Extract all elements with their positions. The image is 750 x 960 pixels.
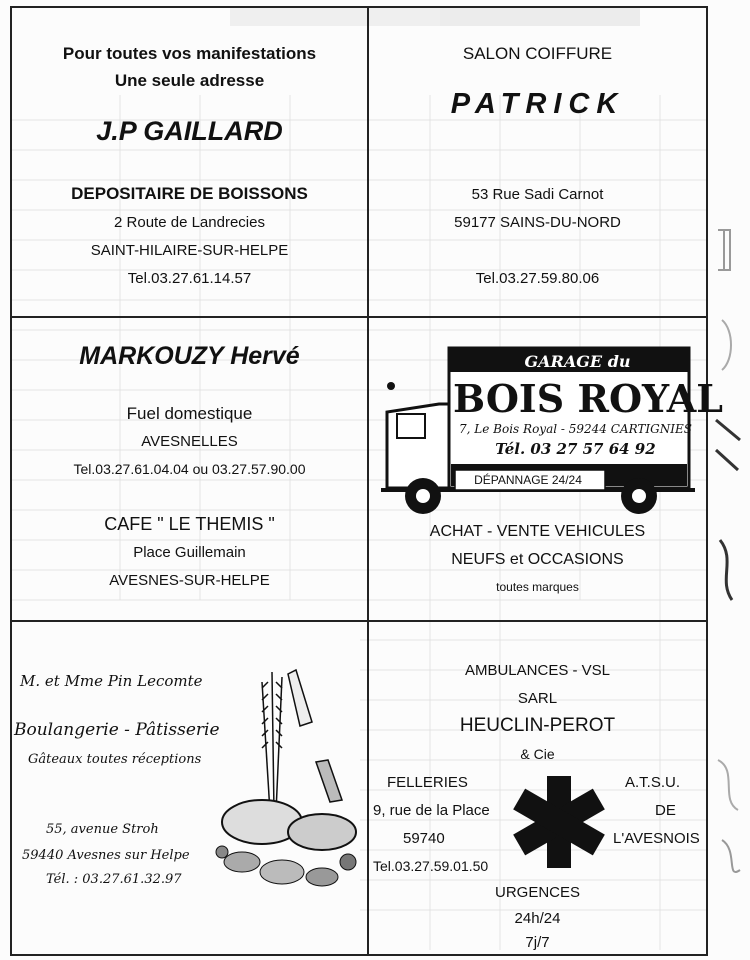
ad6-urg2: 24h/24 — [514, 910, 561, 927]
ad6-left3: 59740 — [403, 830, 445, 847]
ad3-activity: Fuel domestique — [126, 404, 253, 423]
ad6-name: HEUCLIN-PEROT — [459, 715, 616, 736]
ad6-urg1: URGENCES — [494, 884, 580, 901]
ad-markouzy — [12, 318, 367, 620]
ad-boulangerie-lecomte — [12, 622, 367, 956]
ad6-right1: A.T.S.U. — [625, 774, 681, 791]
ad3-town: AVESNELLES — [141, 433, 238, 450]
ad5-city: 59440 Avesnes sur Helpe — [22, 848, 190, 863]
ad1-line1: Pour toutes vos manifestations — [62, 44, 317, 63]
ad3-cafe-address: Place Guillemain — [133, 544, 246, 561]
ad6-right3: L'AVESNOIS — [613, 830, 700, 847]
ad-grid — [10, 6, 723, 956]
margin-scribbles — [708, 0, 750, 960]
ad6-left4: Tel.03.27.59.01.50 — [373, 858, 489, 874]
ad6-left2: 9, rue de la Place — [373, 802, 490, 819]
ad3-name: MARKOUZY Hervé — [79, 342, 300, 370]
ad1-activity: DEPOSITAIRE DE BOISSONS — [71, 184, 308, 203]
ad2-name: PATRICK — [450, 88, 625, 120]
ad-gaillard — [12, 8, 367, 316]
ad1-line2: Une seule adresse — [114, 71, 265, 90]
ad1-city: SAINT-HILAIRE-SUR-HELPE — [90, 242, 289, 259]
ad5-address: 55, avenue Stroh — [46, 822, 159, 837]
ad3-cafe-city: AVESNES-SUR-HELPE — [109, 572, 270, 589]
ad5-phone: Tél. : 03.27.61.32.97 — [46, 872, 182, 887]
ad1-address: 2 Route de Landrecies — [114, 214, 265, 231]
ad-ambulances-heuclin — [369, 622, 706, 956]
ad6-right2: DE — [655, 802, 676, 819]
ad3-cafe: CAFE " LE THEMIS " — [104, 514, 275, 534]
ad6-company: & Cie — [520, 746, 555, 762]
ad6-line2: SARL — [517, 690, 558, 707]
ad4-line3: toutes marques — [496, 580, 579, 594]
ad2-address: 53 Rue Sadi Carnot — [471, 186, 604, 203]
ad4-line1: ACHAT - VENTE VEHICULES — [429, 523, 646, 540]
ad1-name: J.P GAILLARD — [96, 116, 283, 146]
ad4-name: BOIS ROYAL — [453, 376, 723, 421]
ad5-shop: Boulangerie - Pâtisserie — [14, 720, 220, 740]
ad5-cakes: Gâteaux toutes réceptions — [28, 752, 202, 767]
ad-salon-patrick — [369, 8, 706, 316]
ad4-address: 7, Le Bois Royal - 59244 CARTIGNIES — [459, 422, 692, 436]
ad1-phone: Tel.03.27.61.14.57 — [127, 270, 252, 287]
ad6-line1: AMBULANCES - VSL — [464, 662, 611, 679]
ad5-owners: M. et Mme Pin Lecomte — [20, 672, 203, 690]
ad4-depannage: DÉPANNAGE 24/24 — [474, 473, 582, 487]
ad4-banner: GARAGE du — [524, 352, 631, 371]
ad-garage-bois-royal — [369, 318, 723, 620]
ad4-phone: Tél. 03 27 57 64 92 — [495, 440, 656, 458]
ad2-phone: Tel.03.27.59.80.06 — [475, 270, 600, 287]
ad2-city: 59177 SAINS-DU-NORD — [454, 214, 621, 231]
ad6-urg3: 7j/7 — [525, 934, 550, 951]
ad2-line1: SALON COIFFURE — [462, 44, 613, 63]
ad4-line2: NEUFS et OCCASIONS — [451, 551, 624, 568]
bread-wheat-illustration — [212, 662, 362, 902]
ad3-phones: Tel.03.27.61.04.04 ou 03.27.57.90.00 — [73, 461, 306, 477]
ad6-left1: FELLERIES — [387, 774, 468, 791]
star-of-life-icon — [509, 772, 609, 872]
